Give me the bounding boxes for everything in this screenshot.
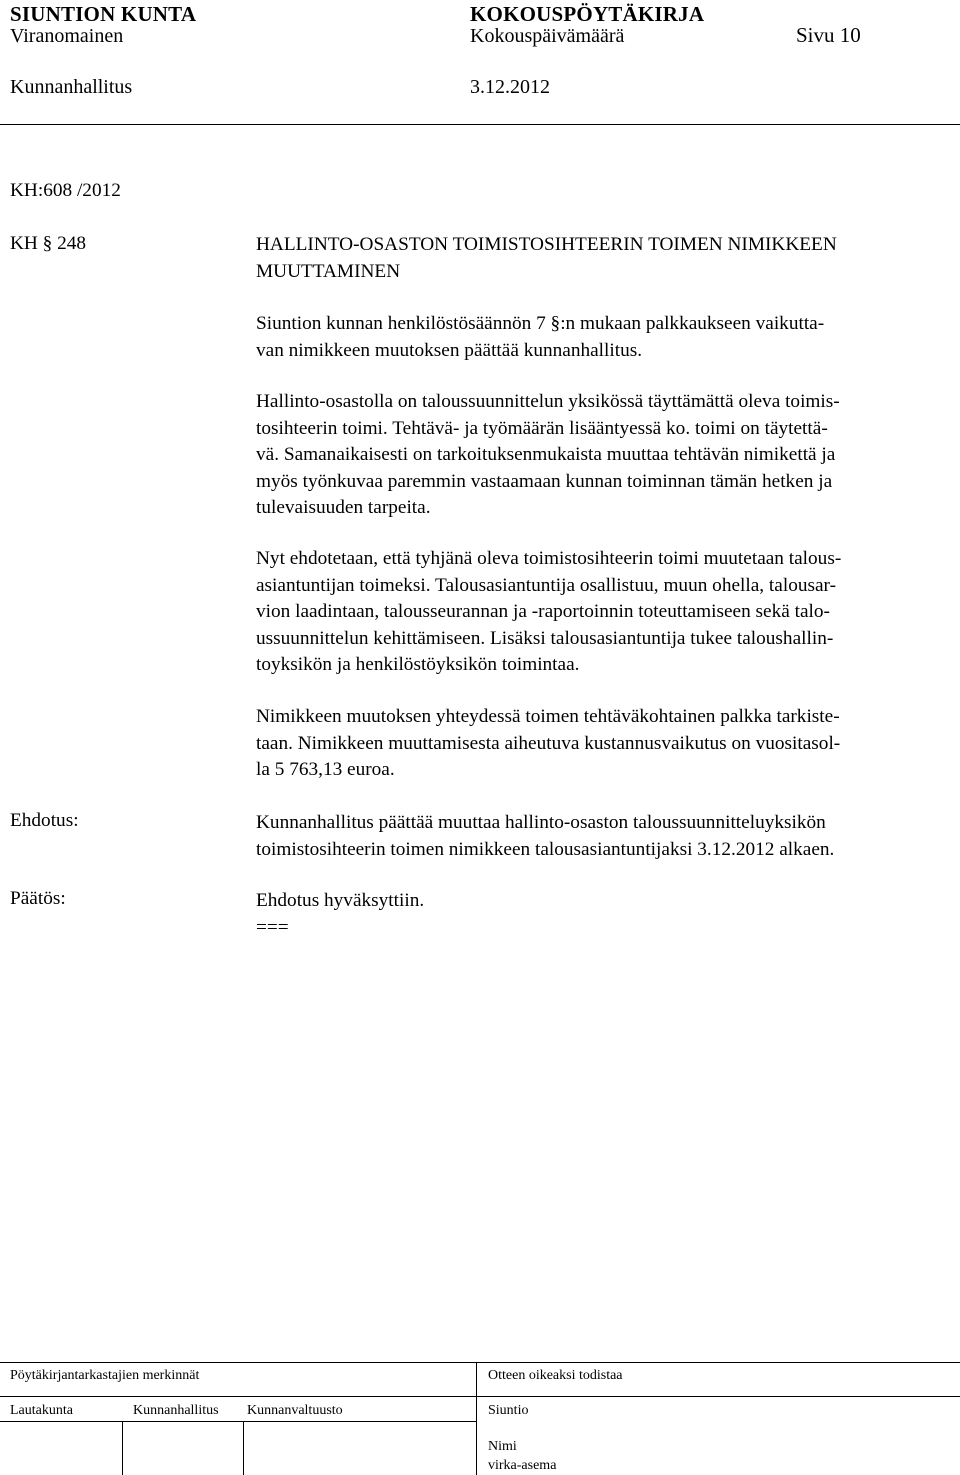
footer-row-rule <box>0 1396 960 1397</box>
paragraph <box>256 311 956 364</box>
text-line: Siuntion kunnan henkilöstösäännön 7 §:n mukaan palkkaukseen vaikutta- <box>256 313 825 334</box>
text-line: taan. Nimikkeen muuttamisesta aiheutuva kustannusvaikutus on vuositasol- <box>256 732 841 754</box>
case-number: KH § 248 <box>10 233 87 254</box>
header-divider <box>0 124 960 125</box>
text-line: la 5 763,13 euroa. <box>256 759 395 780</box>
proposal-text <box>256 810 956 863</box>
footer-place: Siuntio <box>488 1403 529 1418</box>
certified-label: Otteen oikeaksi todistaa <box>488 1368 623 1383</box>
paragraph <box>256 704 956 784</box>
authority-label: Viranomainen <box>10 25 124 47</box>
footer-top-rule <box>0 1362 960 1363</box>
meeting-date: 3.12.2012 <box>470 76 550 98</box>
text-line: vä. Samanaikaisesti on tarkoituksenmukaista muuttaa tehtävän nimikettä ja <box>256 444 836 465</box>
footer-body-council: Kunnanvaltuusto <box>247 1403 343 1418</box>
signature-cell-divider <box>122 1421 123 1475</box>
text-line: Nyt ehdotetaan, että tyhjänä oleva toimistosihteerin toimi muutetaan talous- <box>256 548 842 569</box>
text-line: myös työnkuvaa paremmin vastaamaan kunnan toiminnan tämän hetken ja <box>256 470 833 492</box>
text-line: van nimikkeen muutoksen päättää kunnanhallitus. <box>256 339 643 361</box>
proposal-label: Ehdotus: <box>10 810 79 831</box>
end-mark: === <box>256 916 289 938</box>
decision-label: Päätös: <box>10 888 66 909</box>
text-line: asiantuntijan toimeksi. Talousasiantuntija osallistuu, muun ohella, talousar- <box>256 574 836 596</box>
page-number: Sivu 10 <box>796 23 861 47</box>
text-line: Kunnanhallitus päättää muuttaa hallinto-osaston taloussuunnitteluyksikön <box>256 812 826 833</box>
footer-body-municipal-board: Kunnanhallitus <box>133 1403 219 1418</box>
decision-text <box>256 888 956 941</box>
footer-body-board: Lautakunta <box>10 1403 73 1418</box>
meeting-date-label: Kokouspäivämäärä <box>470 25 625 47</box>
text-line: toimistosihteerin toimen nimikkeen talousasiantuntijaksi 3.12.2012 alkaen. <box>256 838 835 860</box>
signature-cell-divider <box>243 1421 244 1475</box>
authority: Kunnanhallitus <box>10 76 133 98</box>
organization-name: SIUNTION KUNTA <box>10 2 197 26</box>
case-title <box>256 232 956 285</box>
text-line: ussuunnittelun kehittämiseen. Lisäksi talousasiantuntija tukee taloushallin- <box>256 627 834 649</box>
text-line: Hallinto-osastolla on taloussuunnittelun yksikössä täyttämättä oleva toimis- <box>256 391 840 412</box>
text-line: tulevaisuuden tarpeita. <box>256 497 431 518</box>
footer-row-rule <box>0 1421 476 1422</box>
case-title-line: HALLINTO-OSASTON TOIMISTOSIHTEERIN TOIMEN NIMIKKEEN <box>256 234 837 255</box>
position-label: virka-asema <box>488 1458 557 1473</box>
text-line: toyksikön ja henkilöstöyksikön toimintaa. <box>256 654 580 675</box>
document-type: KOKOUSPÖYTÄKIRJA <box>470 2 705 26</box>
paragraph <box>256 389 956 522</box>
text-line: tosihteerin toimi. Tehtävä- ja työmäärän lisääntyessä ko. toimi on täytettä- <box>256 417 828 439</box>
text-line: vion laadintaan, talousseurannan ja -raportoinnin toteuttamiseen sekä talo- <box>256 601 830 622</box>
text-line: Ehdotus hyväksyttiin. <box>256 890 425 911</box>
case-reference: KH:608 /2012 <box>10 180 121 201</box>
case-title-line: MUUTTAMINEN <box>256 260 401 282</box>
name-label: Nimi <box>488 1439 517 1454</box>
paragraph <box>256 546 956 679</box>
footer-divider <box>476 1362 477 1475</box>
text-line: Nimikkeen muutoksen yhteydessä toimen tehtäväkohtainen palkka tarkiste- <box>256 706 840 727</box>
signatures-label: Pöytäkirjantarkastajien merkinnät <box>10 1368 200 1383</box>
